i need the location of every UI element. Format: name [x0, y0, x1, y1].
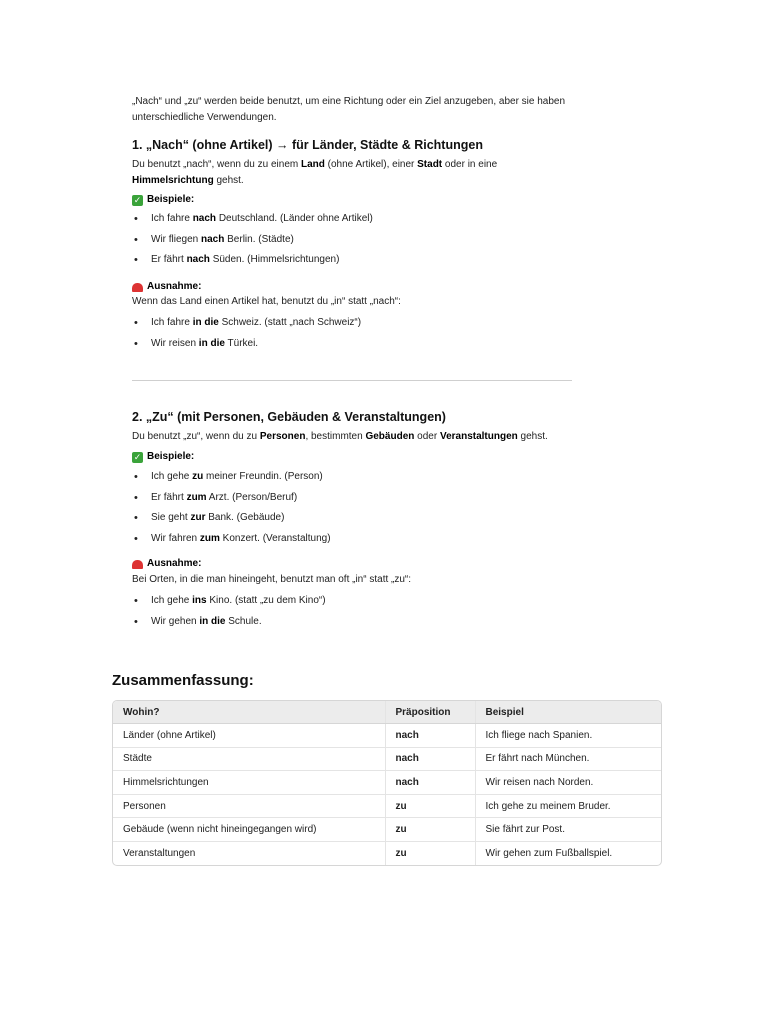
- examples-label-text: Beispiele:: [147, 451, 195, 462]
- cell-wohin: Personen: [113, 794, 385, 818]
- check-mark-icon: ✓: [133, 451, 142, 462]
- section1-desc-text: [132, 157, 572, 189]
- desc-bold: Stadt: [417, 159, 443, 170]
- cell-praeposition: zu: [385, 818, 475, 842]
- item-text: Türkei.: [224, 337, 259, 349]
- desc-part: gehst.: [517, 431, 548, 442]
- table-row: [113, 818, 661, 842]
- section1-exception-text: [132, 294, 572, 310]
- item-text: Ich gehe: [151, 595, 193, 606]
- item-text: Wir gehen: [151, 615, 200, 627]
- exception-label-text: Ausnahme:: [147, 558, 202, 569]
- cell-wohin: Städte: [113, 747, 385, 771]
- cell-beispiel: Wir gehen zum Fußballspiel.: [475, 841, 661, 864]
- item-bold: zu: [192, 471, 204, 482]
- section1-description: [132, 157, 572, 189]
- section2-desc-text: [132, 429, 572, 445]
- desc-bold: Gebäuden: [365, 431, 415, 442]
- table-row: [113, 794, 661, 818]
- cell-beispiel: Ich fliege nach Spanien.: [475, 724, 661, 748]
- list-item: [132, 591, 572, 612]
- item-bold: nach: [186, 254, 210, 265]
- list-item: [132, 612, 572, 633]
- cell-wohin: Veranstaltungen: [113, 841, 385, 864]
- check-mark-icon: ✓: [133, 194, 142, 205]
- list-item: [132, 467, 572, 488]
- table-header-row: [113, 701, 661, 724]
- item-text: Sie geht: [151, 512, 191, 523]
- intro-paragraph: [132, 94, 572, 126]
- section1-exceptions-list: [132, 313, 572, 354]
- desc-bold: Land: [300, 159, 325, 170]
- item-bold: in die: [192, 317, 219, 328]
- cell-beispiel: Sie fährt zur Post.: [475, 818, 661, 842]
- item-text: Ich fahre: [151, 213, 193, 224]
- item-bold: nach: [192, 213, 217, 224]
- desc-part: oder: [414, 431, 440, 442]
- list-item: [132, 250, 572, 271]
- item-bold: zum: [199, 532, 220, 544]
- item-text: Bank. (Gebäude): [205, 512, 285, 523]
- cell-wohin: Gebäude (wenn nicht hineingegangen wird): [113, 818, 385, 842]
- section1-examples-list: [132, 209, 572, 271]
- intro-text: „Nach“ und „zu“ werden beide benutzt, um eine Richtung oder ein Ziel anzugeben, aber sie haben unterschiedliche Verwendungen.: [132, 96, 566, 123]
- table-row: [113, 771, 661, 795]
- cell-praeposition: nach: [385, 747, 475, 771]
- cell-wohin: Länder (ohne Artikel): [123, 729, 216, 741]
- list-item: [132, 529, 572, 550]
- desc-part: Du benutzt „nach“, wenn du zu einem: [132, 159, 301, 170]
- section2-examples-list: [132, 467, 572, 549]
- item-text: Schule.: [225, 615, 262, 627]
- section1-examples-label: [132, 193, 194, 207]
- exception-label-text: Ausnahme:: [147, 281, 202, 292]
- exception-text: Wenn das Land einen Artikel hat, benutzt du „in“ statt „nach“:: [132, 296, 401, 307]
- column-header-wohin: Wohin?: [113, 701, 385, 724]
- section2-examples-label: [132, 450, 194, 464]
- item-text: Arzt. (Person/Beruf): [206, 491, 298, 503]
- list-item: [132, 488, 572, 509]
- list-item: [132, 209, 572, 230]
- table-row: [113, 724, 661, 748]
- section2-exception-text: [132, 572, 572, 588]
- exception-text: Bei Orten, in die man hineingeht, benutzt man oft „in“ statt „zu“:: [132, 574, 412, 585]
- list-item: [132, 334, 572, 355]
- cell-praeposition: nach: [385, 771, 475, 795]
- cell-beispiel: Wir reisen nach Norden.: [475, 771, 661, 795]
- desc-part: oder in eine: [442, 159, 498, 170]
- item-bold: in die: [198, 337, 225, 349]
- item-text: Konzert. (Veranstaltung): [219, 532, 331, 544]
- divider: [132, 380, 572, 381]
- column-header-praeposition: Präposition: [385, 701, 475, 724]
- section2-exceptions-list: [132, 591, 572, 632]
- table-row: [113, 747, 661, 771]
- cell-praeposition: nach: [385, 724, 475, 748]
- item-text: Süden. (Himmelsrichtungen): [209, 254, 340, 265]
- summary-title: Zusammenfassung:: [112, 672, 254, 689]
- desc-bold: Veranstaltungen: [439, 431, 518, 442]
- cell-wohin: Himmelsrichtungen: [113, 771, 385, 795]
- item-text: Ich fahre: [151, 317, 193, 328]
- siren-icon: [132, 283, 143, 292]
- table-row: [113, 841, 661, 864]
- siren-icon: [132, 560, 143, 569]
- item-text: Wir fliegen: [151, 233, 202, 245]
- section2-exception-label: [132, 557, 201, 571]
- section2-heading: 2. „Zu“ (mit Personen, Gebäuden & Veranstaltungen): [132, 410, 446, 424]
- item-bold: zur: [190, 512, 206, 523]
- item-bold: ins: [192, 595, 207, 606]
- item-text: Wir reisen: [151, 337, 199, 349]
- column-header-beispiel: Beispiel: [475, 701, 661, 724]
- summary-table: [112, 700, 662, 866]
- item-text: Kino. (statt „zu dem Kino“): [206, 595, 326, 606]
- cell-praeposition: zu: [385, 794, 475, 818]
- item-bold: in die: [199, 615, 226, 627]
- item-text: Berlin. (Städte): [224, 233, 294, 245]
- item-text: Er fährt: [151, 491, 187, 503]
- section1-heading: 1. „Nach“ (ohne Artikel) → für Länder, Städte & Richtungen: [132, 138, 483, 152]
- cell-praeposition: zu: [385, 841, 475, 864]
- item-text: Schweiz. (statt „nach Schweiz“): [218, 317, 362, 328]
- item-text: meiner Freundin. (Person): [203, 471, 323, 482]
- item-text: Er fährt: [151, 254, 187, 265]
- cell-beispiel: Ich gehe zu meinem Bruder.: [475, 794, 661, 818]
- desc-part: gehst.: [213, 175, 244, 186]
- list-item: [132, 313, 572, 334]
- section2-description: [132, 429, 572, 445]
- examples-label-text: Beispiele:: [147, 194, 195, 205]
- item-text: Wir fahren: [151, 532, 200, 544]
- desc-part: , bestimmten: [305, 431, 366, 442]
- item-text: Ich gehe: [151, 471, 193, 482]
- desc-part: (ohne Artikel), einer: [324, 159, 418, 170]
- item-text: Deutschland. (Länder ohne Artikel): [216, 213, 373, 224]
- desc-bold: Personen: [259, 431, 306, 442]
- desc-bold: Himmelsrichtung: [132, 175, 214, 186]
- desc-part: Du benutzt „zu“, wenn du zu: [132, 431, 260, 442]
- cell-beispiel: Er fährt nach München.: [475, 747, 661, 771]
- item-bold: nach: [201, 233, 225, 245]
- section1-exception-label: [132, 280, 201, 294]
- item-bold: zum: [186, 491, 207, 503]
- list-item: [132, 508, 572, 529]
- list-item: [132, 230, 572, 251]
